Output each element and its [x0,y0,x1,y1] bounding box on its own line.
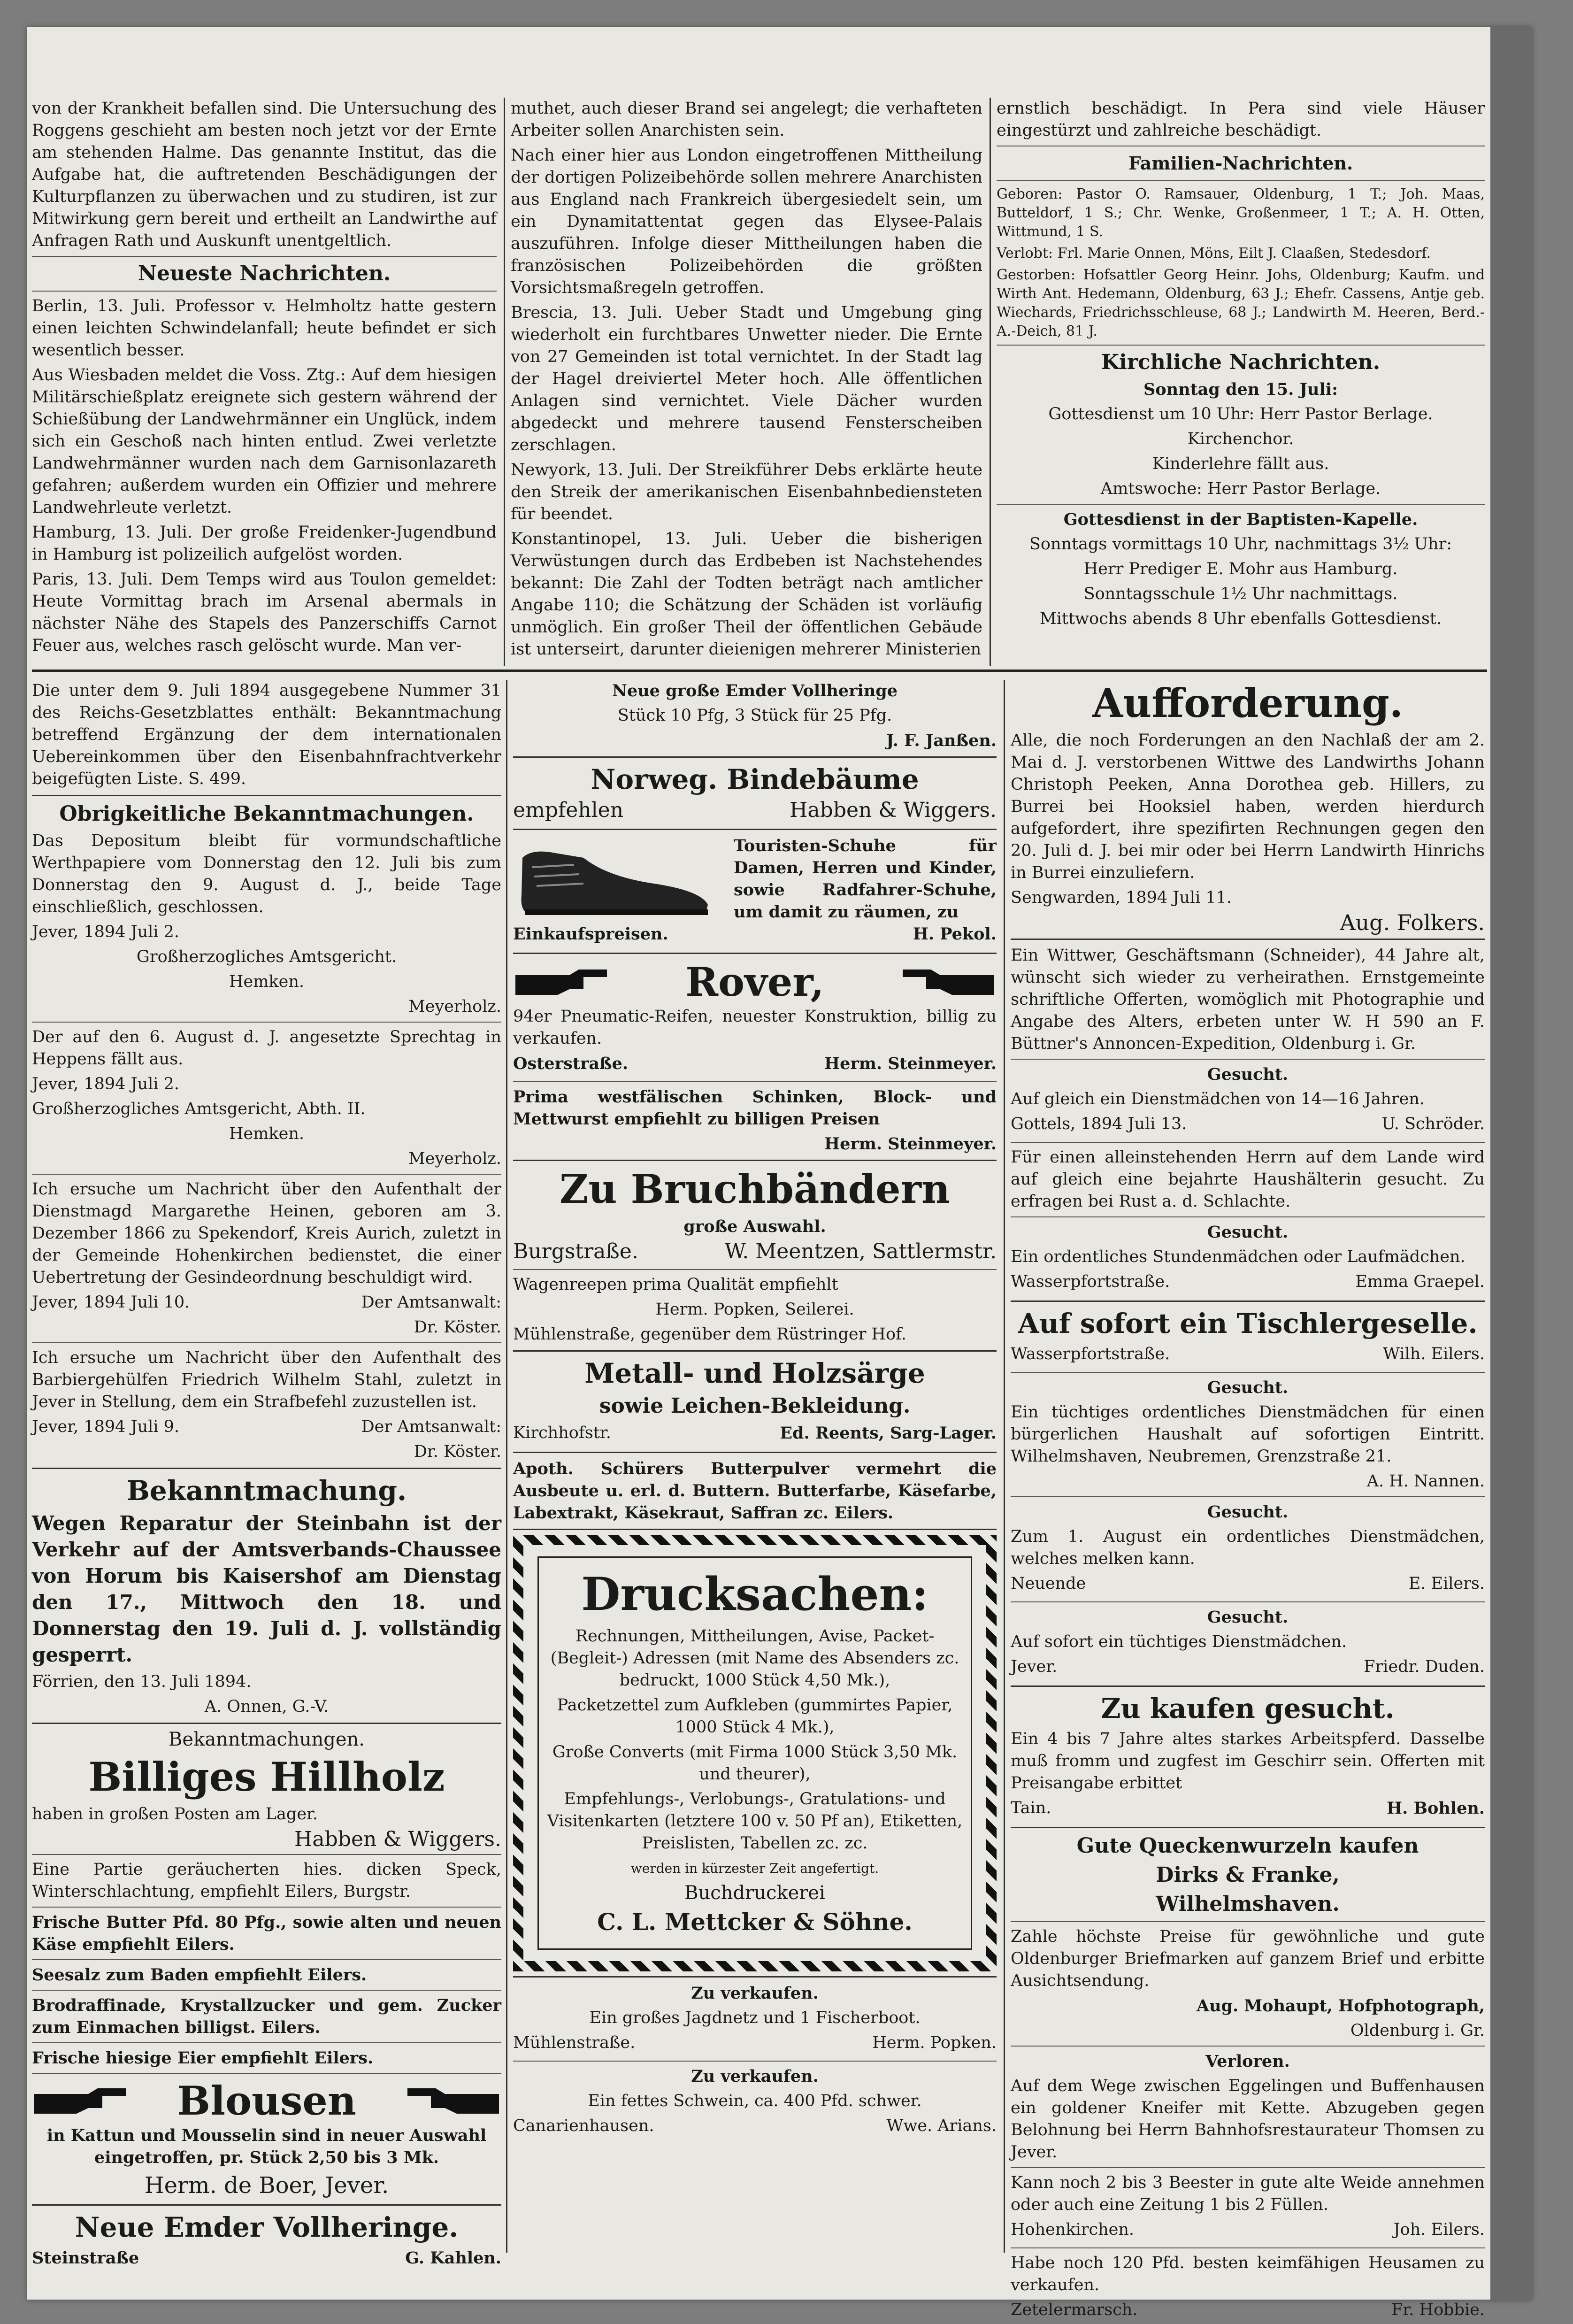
ad-gesucht-2-head: Gesucht. [1207,1223,1289,1242]
ad-briefmarken-name: Aug. Mohaupt, Hofphotograph, [1196,1996,1485,2016]
ad-heusamen-footer [1011,2299,1485,2324]
heading-bekanntmachung: Bekanntmachung. [126,1475,407,1507]
divider [1011,1059,1485,1060]
divider [513,1529,997,1530]
ad-gesucht-4-head: Gesucht. [1207,1502,1289,1522]
ad-hillholz-firm: Habben & Wiggers. [294,1827,501,1851]
ad-brodraffinade: Brodraffinade, Krystallzucker und gem. Zucker zum Einmachen billigst. Eilers. [32,1996,501,2037]
divider [32,1959,501,1960]
divider [1011,939,1485,940]
ad-quecken-firm: Dirks & Franke, [1156,1863,1340,1887]
ad-tischler-footer [1011,1343,1485,1368]
ad-bruch-sub: große Auswahl. [683,1217,826,1236]
ad-gesucht-2-footer [1011,1271,1485,1296]
ad-drucksachen-line-5: werden in kürzester Zeit angefertigt. [630,1861,879,1876]
ad-schuhe-text: Touristen-Schuhe für Damen, Herren und Kinder, sowie Radfahrer-Schuhe, um damit zu räumen, zu [734,836,997,922]
ad-aufforderung-signature: Aug. Folkers. [1340,910,1485,935]
divider [513,1160,997,1161]
ad-quecken-city: Wilhelmshaven. [1156,1892,1340,1916]
ad-rover-street: Osterstraße. [513,1054,629,1073]
article-newyork: Newyork, 13. Juli. Der Streikführer Debs erklärte heute den Streik der amerikanischen Eisenbahnbediensteten für beendet. [511,461,982,523]
ad-verkauf-2-name: Wwe. Arians. [886,2116,997,2135]
baptist-line-4: Mittwochs abends 8 Uhr ebenfalls Gottesdienst. [1039,609,1442,628]
ad-emder-small-name: J. F. Janßen. [886,731,997,750]
ad-hillholz-title: Billiges Hillholz [88,1754,445,1800]
ad-drucksachen-inner [537,1556,972,1950]
ad-gesucht-5-place: Jever. [1011,1657,1058,1676]
ad-bruch-street: Burgstraße. [513,1239,638,1263]
heading-official-notices: Obrigkeitliche Bekanntmachungen. [59,802,474,826]
article-pera: ernstlich beschädigt. In Pera sind viele Häuser eingestürzt und zahlreiche beschädigt. [997,99,1485,140]
notice-road-place: Förrien, den 13. Juli 1894. [32,1672,252,1691]
divider [1011,1216,1485,1217]
notice-sprechtag-name: Hemken. [229,1124,304,1143]
ad-schuhe-left: Einkaufspreisen. [513,924,668,944]
ad-rover-text: 94er Pneumatic-Reifen, neuester Konstruktion, billig zu verkaufen. [513,1007,997,1048]
divider [1011,1685,1485,1687]
ad-gesucht-3-name: A. H. Nannen. [1366,1472,1485,1491]
church-date: Sonntag den 15. Juli: [1143,380,1338,399]
pointing-hand-left-icon [898,966,997,999]
page-edge-shadow [1490,27,1532,2300]
divider [513,1350,997,1352]
divider [513,1452,997,1453]
divider [32,2073,501,2074]
ad-weide-name: Joh. Eilers. [1393,2220,1485,2239]
ad-bindebaeume-left: empfehlen [513,798,624,822]
divider [513,1081,997,1082]
article-anarchists-2: Nach einer hier aus London eingetroffenen Mittheilung der dortigen Polizeibehörde sollen mehrere Anarchisten aus England nach Frankreich übergesiedelt sein, um ein Dynamitattentat gegen das Elysee-Palais auszuführen. Infolge dieser Mittheilungen haben die französischen Polizeibehörden die größten Vorsichtsmaßregeln getroffen. [511,146,982,297]
article-berlin: Berlin, 13. Juli. Professor v. Helmholtz hatte gestern einen leichten Schwindelanfall; heute befindet er sich wesentlich besser. [32,297,497,360]
article-wiesbaden: Aus Wiesbaden meldet die Voss. Ztg.: Auf dem hiesigen Militärschießplatz ereignete sich gestern während der Schießübung der Landwehrmänner ein Unglück, indem sich ein Geschoß nach hinten entlud. Zwei verletzte Landwehrmänner wurden nach dem Garnisonlazareth gefahren; außerdem wurden ein Offizier und mehrere Landwehrleute verletzt. [32,366,497,517]
pointing-hand-right-icon [513,966,612,999]
newspaper-page [27,27,1532,2319]
ads-column-right [1011,680,1485,2319]
ad-verkauf-2-footer [513,2115,997,2140]
ad-weide-text: Kann noch 2 bis 3 Beester in gute alte Weide annehmen oder auch eine Zeitung 1 bis 2 Füllen. [1011,2173,1485,2214]
ad-emder-small-title: Neue große Emder Vollheringe [612,681,898,700]
church-children: Kinderlehre fällt aus. [1152,454,1329,473]
ad-drucksachen-frame [513,1535,997,1971]
divider [513,1976,997,1978]
ad-gesucht-4-place: Neuende [1011,1574,1086,1593]
ad-gesucht-5-footer [1011,1656,1485,1681]
divider [32,1468,501,1469]
notice-heinen: Ich ersuche um Nachricht über den Aufenthalt der Dienstmagd Margarethe Heinen, geboren am 3. Dezember 1866 zu Spekendorf, Kreis Aurich, zuletzt in der Gemeinde Hohenkirchen bedienstet, die einer Uebertretung der Gesindeordnung beschuldigt wird. [32,1180,501,1287]
ad-verkauf-2-place: Canarienhausen. [513,2116,654,2135]
ad-hillholz-text: haben in großen Posten am Lager. [32,1805,318,1824]
ad-weide-footer [1011,2219,1485,2244]
section-heading-church: Kirchliche Nachrichten. [1101,350,1381,374]
ad-wagen-text: Wagenreepen prima Qualität empfiehlt [513,1275,838,1294]
notice-sprechtag: Der auf den 6. August d. J. angesetzte Sprechtag in Heppens fällt aus. [32,1028,501,1069]
divider [32,291,497,292]
notice-depositum: Das Depositum bleibt für vormundschaftliche Werthpapiere vom Donnerstag den 12. Juli bis zum Donnerstag den 9. August d. J., beide Tage einschließlich, geschlossen. [32,831,501,916]
divider [1011,1827,1485,1828]
family-born: Geboren: Pastor O. Ramsauer, Oldenburg, 1 T.; Joh. Maas, Butteldorf, 1 S.; Chr. Wenke, Großenmeer, 1 T.; A. H. Otten, Wittmund, 1 S. [997,186,1485,240]
ad-tischler-street: Wasserpfortstraße. [1011,1345,1170,1363]
ad-gesucht-4-text: Zum 1. August ein ordentliches Dienstmädchen, welches melken kann. [1011,1527,1485,1568]
article-hamburg: Hamburg, 13. Juli. Der große Freidenker-Jugendbund in Hamburg ist polizeilich aufgelöst worden. [32,523,497,564]
ad-weide-place: Hohenkirchen. [1011,2220,1135,2239]
ad-drucksachen-line-2: Packetzettel zum Aufkleben (gummirtes Papier, 1000 Stück 4 Mk.), [557,1696,953,1737]
ad-schuhe-name: H. Pekol. [913,924,997,944]
ad-kauf-place: Tain. [1011,1799,1051,1817]
divider [513,829,997,830]
divider [32,1174,501,1175]
family-died: Gestorben: Hofsattler Georg Heinr. Johs, Oldenburg; Kaufm. und Wirth Ant. Hedemann, Oldenburg, 63 J.; Ehefr. Cassens, Antje geb. Wiechards, Friedrichsschleuse, 68 J.; Landwirth M. Heeren, Berd.-A.-Deich, 81 J. [997,267,1485,339]
baptist-line-1: Sonntags vormittags 10 Uhr, nachmittags 3½ Uhr: [1029,535,1452,554]
ad-butter: Frische Butter Pfd. 80 Pfg., sowie alten und neuen Käse empfiehlt Eilers. [32,1913,501,1954]
notice-sprechtag-place: Jever, 1894 Juli 2. [32,1075,180,1093]
ad-verloren-text: Auf dem Wege zwischen Eggelingen und Buffenhausen ein goldener Kneifer mit Kette. Abzugeben gegen Belohnung bei Herrn Bahnhofsrestaurateur Thomsen zu Jever. [1011,2077,1485,2162]
ad-kauf-title: Zu kaufen gesucht. [1101,1693,1395,1724]
ad-blousen-title: Blousen [177,2078,356,2124]
ad-emder-small-price: Stück 10 Pfg, 3 Stück für 25 Pfg. [617,706,892,725]
divider [32,1907,501,1908]
ad-gesucht-3-head: Gesucht. [1207,1378,1289,1397]
notice-sprechtag-signature: Meyerholz. [408,1149,501,1168]
ad-schinken-name: Herm. Steinmeyer. [824,1134,997,1154]
ad-gesucht-2-name: Emma Graepel. [1355,1272,1485,1291]
article-konstantinopel: Konstantinopel, 13. Juli. Ueber die bisherigen Verwüstungen durch das Erdbeben ist Nachstehendes bekannt: Die Zahl der Todten beträgt nach amtlicher Angabe 110; die Schätzung der Schäden ist vorläufig unmöglich. Ein großer Theil der öffentlichen Gebäude ist unterseirt, darunter dieienigen mehrerer Ministerien [511,530,982,659]
ads-column-left [32,680,501,2276]
ad-rover-title: Rover, [685,959,824,1005]
divider [1011,1372,1485,1373]
ad-gesucht-4-name: E. Eilers. [1408,1574,1485,1593]
ad-gesucht-5-name: Friedr. Duden. [1364,1657,1485,1676]
notice-heinen-footer [32,1292,501,1316]
divider [997,180,1485,181]
ad-emder-street: Steinstraße [32,2248,139,2268]
column-rule [504,98,505,666]
divider [1011,2046,1485,2047]
ad-schuhe-row [513,835,997,923]
ad-aufforderung-text: Alle, die noch Forderungen an den Nachlaß der am 2. Mai d. J. verstorbenen Wittwe des Landwirths Johann Christoph Peeken, Anna Dorothea geb. Hillers, zu Burrei bei Hooksiel haben, werden hierdurch aufgefordert, ihre spezifirten Rechnungen gegen den 20. Juli d. J. bei mir oder bei Herrn Landwirth Hinrichs in Burrei einzuliefern. [1011,731,1485,882]
church-choir: Kirchenchor. [1187,430,1294,448]
ad-drucksachen-title: Drucksachen: [581,1568,928,1621]
notice-depositum-name: Hemken. [229,972,304,991]
ads-column-middle [513,680,997,2276]
ad-verkauf-2-text: Ein fettes Schwein, ca. 400 Pfd. schwer. [588,2092,922,2110]
article-brescia: Brescia, 13. Juli. Ueber Stadt und Umgebung ging wiederholt ein furchtbares Unwetter nieder. Die Ernte von 27 Gemeinden ist total vernichtet. In der Stadt lag der Hagel dreiviertel Meter hoch. Alle öffentlichen Anlagen sind vernichtet. Viele Dächer wurden abgedeckt und mehrere tausend Fensterscheiben zerschlagen. [511,303,982,454]
ad-saerge-footer [513,1422,997,1447]
ad-heusamen-place: Zetelermarsch. [1011,2301,1138,2319]
ad-tischler-name: Wilh. Eilers. [1382,1345,1485,1363]
ad-saerge-title-2: sowie Leichen-Bekleidung. [599,1394,911,1418]
ad-wagen-addr: Mühlenstraße, gegenüber dem Rüstringer Hof. [513,1325,906,1344]
baptist-heading: Gottesdienst in der Baptisten-Kapelle. [1063,510,1418,529]
ad-gesucht-2-text: Ein ordentliches Stundenmädchen oder Laufmädchen. [1011,1247,1466,1266]
divider [32,1342,501,1343]
notice-depositum-signature: Meyerholz. [408,997,501,1016]
divider [32,1990,501,1991]
divider [32,256,497,257]
church-duty: Amtswoche: Herr Pastor Berlage. [1100,479,1381,498]
ad-aufforderung-place: Sengwarden, 1894 Juli 11. [1011,888,1232,907]
article-anarchists-1: muthet, auch dieser Brand sei angelegt; die verhafteten Arbeiter sollen Anarchisten sein. [511,99,982,140]
ad-seesalz: Seesalz zum Baden empfiehlt Eilers. [32,1965,367,1985]
divider [32,1723,501,1724]
ad-bindebaeume-title: Norweg. Bindebäume [591,763,919,795]
divider [997,345,1485,346]
ad-kauf-footer [1011,1797,1485,1822]
divider [1011,1921,1485,1922]
ad-gesucht-1-place: Gottels, 1894 Juli 13. [1011,1115,1187,1133]
ad-haushaelterin: Für einen alleinstehenden Herrn auf dem Lande wird auf gleich eine bejahrte Haushälterin gesucht. Zu erfragen bei Rust a. d. Schlachte. [1011,1148,1485,1211]
ad-rover-title-row [513,959,997,1006]
ad-briefmarken-text: Zahle höchste Preise für gewöhnliche und gute Oldenburger Briefmarken auf ganzem Brief und erbitte Ausichtsendung. [1011,1927,1485,1990]
notice-sprechtag-court: Großherzogliches Amtsgericht, Abth. II. [32,1100,366,1118]
ad-rover-footer [513,1053,997,1077]
ad-schinken-text: Prima westfälischen Schinken, Block- und Mettwurst empfiehlt zu billigen Preisen [513,1087,997,1129]
divider [1011,2247,1485,2248]
notice-stahl-signature: Dr. Köster. [414,1442,501,1461]
divider [1011,1496,1485,1497]
notice-stahl-place: Jever, 1894 Juli 9. [32,1417,180,1436]
ad-verkauf-1-name: Herm. Popken. [872,2033,997,2052]
ad-kauf-text: Ein 4 bis 7 Jahre altes starkes Arbeitspferd. Dasselbe muß fromm und zugfest im Geschirr sein. Offerten mit Preisangabe erbittet [1011,1730,1485,1793]
ad-tischler-title: Auf sofort ein Tischlergeselle. [1018,1308,1478,1339]
notice-stahl-role: Der Amtsanwalt: [361,1417,501,1436]
ad-verkauf-1-footer [513,2032,997,2057]
ad-gesucht-5-text: Auf sofort ein tüchtiges Dienstmädchen. [1011,1632,1347,1651]
news-column-3 [997,98,1485,661]
ad-quecken-title: Gute Queckenwurzeln kaufen [1076,1834,1419,1858]
ad-eier: Frische hiesige Eier empfiehlt Eilers. [32,2048,374,2068]
divider [32,2204,501,2206]
ad-emder-name: G. Kahlen. [405,2248,501,2268]
notice-road-signature: A. Onnen, G.-V. [204,1697,329,1716]
ad-bruch-name: W. Meentzen, Sattlermstr. [724,1239,997,1263]
divider [513,2061,997,2062]
ad-verkauf-1-head: Zu verkaufen. [691,1984,819,2003]
ad-emder-footer [32,2247,501,2272]
divider [513,953,997,954]
divider [32,1854,501,1855]
divider [1011,2167,1485,2168]
pointing-hand-right-icon [32,2085,130,2117]
heading-bekanntmachungen: Bekanntmachungen. [169,1729,365,1750]
section-divider [32,669,1487,672]
ad-verkauf-1-text: Ein großes Jagdnetz und 1 Fischerboot. [589,2008,921,2027]
divider [997,504,1485,505]
ad-drucksachen-line-1: Rechnungen, Mittheilungen, Avise, Packet- (Begleit-) Adressen (mit Name des Absenders zc. bedruckt, 1000 Stück 4,50 Mk.), [550,1627,959,1690]
divider [32,1022,501,1023]
ad-aufforderung-title: Aufforderung. [1092,680,1404,726]
ad-bruch-footer [513,1240,997,1265]
ad-gesucht-3-text: Ein tüchtiges ordentliches Dienstmädchen für einen bürgerlichen Haushalt auf sofortigen Eintritt. Wilhelmshaven, Neubremen, Grenzstraße 21. [1011,1403,1485,1466]
column-rule [1004,680,1005,2253]
ad-bruch-title: Zu Bruchbändern [560,1166,950,1212]
divider [32,795,501,796]
notice-stahl-footer [32,1416,501,1441]
ad-blousen-title-row [32,2078,501,2124]
notice-reichsgesetz: Die unter dem 9. Juli 1894 ausgegebene Nummer 31 des Reichs-Gesetzblattes enthält: Bekanntmachung betreffend Ergänzung der dem internationalen Uebereinkommen über den Eisenbahnfrachtverkehr beigefügten Liste. S. 499. [32,681,501,788]
ad-bindebaeume-firm: Habben & Wiggers. [790,798,997,822]
notice-heinen-role: Der Amtsanwalt: [361,1293,501,1312]
news-column-1 [32,98,497,661]
ad-drucksachen-printer: C. L. Mettcker & Söhne. [597,1908,913,1936]
ad-gesucht-2-street: Wasserpfortstraße. [1011,1272,1170,1291]
column-rule [506,680,507,2253]
news-column-2 [511,98,982,661]
ad-gesucht-4-footer [1011,1573,1485,1598]
divider [1011,1601,1485,1602]
ad-butterpulver: Apoth. Schürers Butterpulver vermehrt die Ausbeute u. erl. d. Buttern. Butterfarbe, Käsefarbe, Labextrakt, Käsekraut, Saffran zc. Eilers. [513,1459,997,1523]
divider [32,2042,501,2043]
ad-bindebaeume-footer [513,799,997,824]
baptist-line-2: Herr Prediger E. Mohr aus Hamburg. [1083,560,1398,578]
family-engaged: Verlobt: Frl. Marie Onnen, Möns, Eilt J. Claaßen, Stedesdorf. [997,245,1431,262]
notice-heinen-place: Jever, 1894 Juli 10. [32,1293,190,1312]
ad-briefmarken-city: Oldenburg i. Gr. [1350,2021,1485,2040]
ad-blousen-text: in Kattun und Mousselin sind in neuer Auswahl eingetroffen, pr. Stück 2,50 bis 3 Mk. [46,2126,487,2167]
ad-emder-title: Neue Emder Vollheringe. [75,2211,459,2243]
notice-depositum-court: Großherzogliches Amtsgericht. [136,947,397,966]
notice-depositum-place: Jever, 1894 Juli 2. [32,923,180,941]
ad-kauf-name: H. Bohlen. [1386,1799,1485,1818]
ad-heusamen-text: Habe noch 120 Pfd. besten keimfähigen Heusamen zu verkaufen. [1011,2254,1485,2294]
section-heading-news: Neueste Nachrichten. [138,262,391,285]
ad-verkauf-2-head: Zu verkaufen. [691,2067,819,2086]
ad-drucksachen-line-4: Empfehlungs-, Verlobungs-, Gratulations- und Visitenkarten (letztere 100 v. 50 Pf an), Etiketten, Preislisten, Tabellen zc. zc. [547,1790,963,1853]
ad-verkauf-1-street: Mühlenstraße. [513,2033,636,2052]
pointing-hand-left-icon [403,2085,501,2117]
column-rule [990,98,991,666]
ad-gesucht-1-footer [1011,1113,1485,1138]
article-roggen: von der Krankheit befallen sind. Die Untersuchung des Roggens geschieht am besten noch jetzt vor der Ernte am stehenden Halme. Das genannte Institut, das die Aufgabe hat, die auftretenden Beschädigungen der Kulturpflanzen zu überwachen und zu studiren, ist zur Mitwirkung gern bereit und ertheilt an Landwirthe auf Anfragen Rath und Auskunft unentgeltlich. [32,99,497,250]
article-paris: Paris, 13. Juli. Dem Temps wird aus Toulon gemeldet: Heute Vormittag brach im Arsenal abermals in nächster Nähe des Stapels des Panzerschiffs Carnot Feuer aus, welches rasch gelöscht wurde. Man ver- [32,570,497,655]
notice-road-closure: Wegen Reparatur der Steinbahn ist der Verkehr auf der Amtsverbands-Chaussee von Horum bis Kaisershof am Dienstag den 17., Mittwoch den 18. und Donnerstag den 19. Juli d. J. vollständig gesperrt. [32,1512,501,1666]
divider [1011,1142,1485,1143]
ad-verloren-head: Verloren. [1205,2052,1290,2071]
shoe-illustration-icon [513,839,715,919]
ad-blousen-firm: Herm. de Boer, Jever. [144,2172,389,2199]
family-news [997,185,1485,341]
divider [1011,1301,1485,1302]
ad-wagen-name: Herm. Popken, Seilerei. [655,1300,854,1319]
ad-gesucht-1-text: Auf gleich ein Dienstmädchen von 14—16 Jahren. [1011,1090,1425,1108]
ad-drucksachen-line-6: Buchdruckerei [684,1882,825,1904]
ad-saerge-title: Metall- und Holzsärge [584,1357,925,1389]
baptist-line-3: Sonntagsschule 1½ Uhr nachmittags. [1083,585,1398,603]
ad-wittwer: Ein Wittwer, Geschäftsmann (Schneider), 44 Jahre alt, wünscht sich wieder zu verheirathen. Ernstgemeinte schriftliche Offerten, womöglich mit Photographie und Angabe des Alters, erbeten unter W. H 590 an F. Büttner's Annoncen-Expedition, Oldenburg i. Gr. [1011,946,1485,1053]
ad-saerge-street: Kirchhofstr. [513,1424,611,1442]
section-heading-family: Familien-Nachrichten. [1128,153,1353,174]
ad-rover-name: Herm. Steinmeyer. [824,1054,997,1073]
ad-gesucht-1-head: Gesucht. [1207,1065,1289,1084]
ad-drucksachen-line-3: Große Converts (mit Firma 1000 Stück 3,50 Mk. und theurer), [552,1743,958,1784]
ad-gesucht-1-name: U. Schröder. [1381,1115,1485,1133]
ad-speck: Eine Partie geräucherten hies. dicken Speck, Winterschlachtung, empfiehlt Eilers, Burgstr. [32,1860,501,1901]
church-service: Gottesdienst um 10 Uhr: Herr Pastor Berlage. [1048,405,1433,423]
divider [513,1269,997,1270]
ad-schuhe-footer [513,923,997,948]
ad-saerge-name: Ed. Reents, Sarg-Lager. [780,1424,997,1443]
notice-heinen-signature: Dr. Köster. [414,1318,501,1337]
ad-gesucht-5-head: Gesucht. [1207,1608,1289,1627]
divider [513,756,997,758]
notice-stahl: Ich ersuche um Nachricht über den Aufenthalt des Barbiergehülfen Friedrich Wilhelm Stahl, zuletzt in Jever in Stellung, dem ein Strafbefehl zuzustellen ist. [32,1348,501,1411]
ad-heusamen-name: Fr. Hobbie. [1391,2301,1485,2319]
